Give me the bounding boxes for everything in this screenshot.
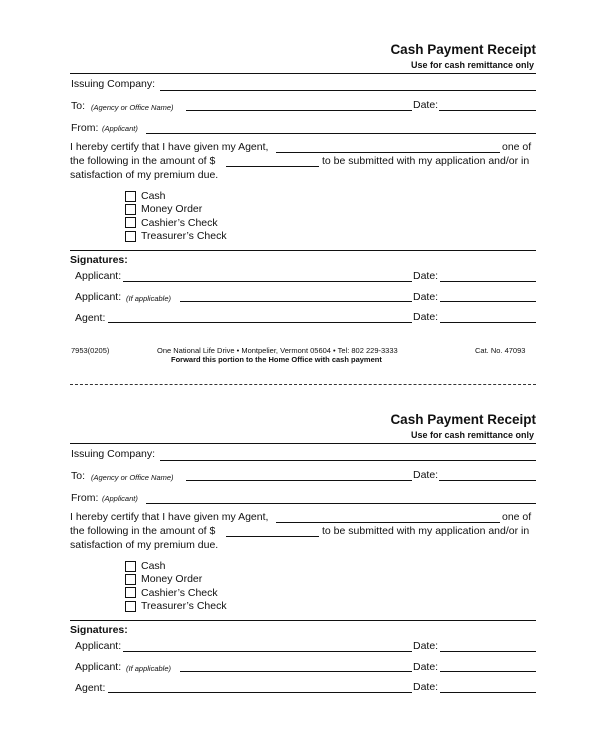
treasurers-check-checkbox[interactable] — [125, 231, 136, 242]
treasurers-check-option-label: Treasurer’s Check — [141, 230, 227, 242]
issuing-company-field[interactable] — [160, 90, 536, 91]
certify-text-2b: to be submitted with my application and/or in — [322, 525, 530, 537]
to-date-label: Date: — [413, 469, 439, 481]
cash-checkbox[interactable] — [125, 561, 136, 572]
to-hint: (Agency or Office Name) — [91, 103, 174, 112]
agent-date-label: Date: — [413, 311, 439, 323]
issuing-company-label: Issuing Company: — [71, 78, 156, 90]
applicant2-hint: (If applicable) — [126, 664, 172, 673]
certify-text-1b: one of — [502, 511, 532, 523]
agent-name-field[interactable] — [276, 522, 500, 523]
applicant2-hint: (If applicable) — [126, 294, 172, 303]
applicant-label: Applicant: — [75, 270, 122, 282]
to-date-label: Date: — [413, 99, 439, 111]
receipt-title: Cash Payment Receipt — [390, 42, 536, 57]
agent-name-field[interactable] — [276, 152, 500, 153]
applicant2-signature-field[interactable] — [180, 301, 412, 302]
to-date-field[interactable] — [439, 110, 536, 111]
money-order-option-label: Money Order — [141, 573, 203, 585]
cashiers-check-option-label: Cashier’s Check — [141, 217, 218, 229]
to-field[interactable] — [186, 110, 412, 111]
from-label: From: — [71, 492, 99, 504]
applicant2-label: Applicant: — [75, 661, 122, 673]
certify-text-1b: one of — [502, 141, 532, 153]
receipt-subtitle: Use for cash remittance only — [410, 60, 534, 70]
from-field[interactable] — [146, 133, 536, 134]
applicant-date-label: Date: — [413, 270, 439, 282]
money-order-option-label: Money Order — [141, 203, 203, 215]
applicant2-date-field[interactable] — [440, 301, 536, 302]
certify-text-1: I hereby certify that I have given my Agent, — [70, 511, 269, 523]
forward-note: Forward this portion to the Home Office with cash payment — [171, 355, 382, 364]
cashiers-check-checkbox[interactable] — [125, 587, 136, 598]
agent-label: Agent: — [75, 682, 106, 694]
agent-date-field[interactable] — [440, 322, 536, 323]
amount-field[interactable] — [226, 536, 319, 537]
certify-text-1: I hereby certify that I have given my Agent, — [70, 141, 269, 153]
agent-date-label: Date: — [413, 681, 439, 693]
applicant2-label: Applicant: — [75, 291, 122, 303]
certify-text-2: the following in the amount of $ — [70, 155, 216, 167]
certify-text-3: satisfaction of my premium due. — [70, 169, 219, 181]
company-address: One National Life Drive • Montpelier, Vermont 05604 • Tel: 802 229-3333 — [157, 346, 398, 355]
applicant-date-field[interactable] — [440, 281, 536, 282]
applicant-date-field[interactable] — [440, 651, 536, 652]
agent-label: Agent: — [75, 312, 106, 324]
cash-option-label: Cash — [141, 560, 166, 572]
signatures-rule — [70, 250, 536, 251]
to-field[interactable] — [186, 480, 412, 481]
catalog-number: Cat. No. 47093 — [475, 346, 526, 355]
applicant-label: Applicant: — [75, 640, 122, 652]
to-label: To: — [71, 470, 86, 482]
cash-option-label: Cash — [141, 190, 166, 202]
applicant-date-label: Date: — [413, 640, 439, 652]
from-field[interactable] — [146, 503, 536, 504]
cash-checkbox[interactable] — [125, 191, 136, 202]
money-order-checkbox[interactable] — [125, 204, 136, 215]
cashiers-check-checkbox[interactable] — [125, 217, 136, 228]
agent-signature-field[interactable] — [108, 322, 412, 323]
to-hint: (Agency or Office Name) — [91, 473, 174, 482]
receipt-top — [70, 0, 536, 330]
to-label: To: — [71, 100, 86, 112]
money-order-checkbox[interactable] — [125, 574, 136, 585]
applicant2-date-label: Date: — [413, 291, 439, 303]
receipt-subtitle: Use for cash remittance only — [410, 430, 534, 440]
to-date-field[interactable] — [439, 480, 536, 481]
cashiers-check-option-label: Cashier’s Check — [141, 587, 218, 599]
applicant-signature-field[interactable] — [123, 651, 412, 652]
applicant2-date-field[interactable] — [440, 671, 536, 672]
amount-field[interactable] — [226, 166, 319, 167]
certify-text-2b: to be submitted with my application and/or in — [322, 155, 530, 167]
from-hint: (Applicant) — [102, 494, 138, 503]
header-rule — [70, 443, 536, 444]
applicant2-signature-field[interactable] — [180, 671, 412, 672]
from-label: From: — [71, 122, 99, 134]
certify-text-2: the following in the amount of $ — [70, 525, 216, 537]
treasurers-check-option-label: Treasurer’s Check — [141, 600, 227, 612]
signatures-rule — [70, 620, 536, 621]
agent-signature-field[interactable] — [108, 692, 412, 693]
applicant-signature-field[interactable] — [123, 281, 412, 282]
issuing-company-label: Issuing Company: — [71, 448, 156, 460]
certify-text-3: satisfaction of my premium due. — [70, 539, 219, 551]
from-hint: (Applicant) — [102, 124, 138, 133]
header-rule — [70, 73, 536, 74]
form-number: 7953(0205) — [71, 346, 110, 355]
receipt-title: Cash Payment Receipt — [390, 412, 536, 427]
issuing-company-field[interactable] — [160, 460, 536, 461]
receipt-bottom — [70, 370, 536, 700]
signatures-heading: Signatures: — [70, 254, 128, 266]
signatures-heading: Signatures: — [70, 624, 128, 636]
agent-date-field[interactable] — [440, 692, 536, 693]
applicant2-date-label: Date: — [413, 661, 439, 673]
treasurers-check-checkbox[interactable] — [125, 601, 136, 612]
